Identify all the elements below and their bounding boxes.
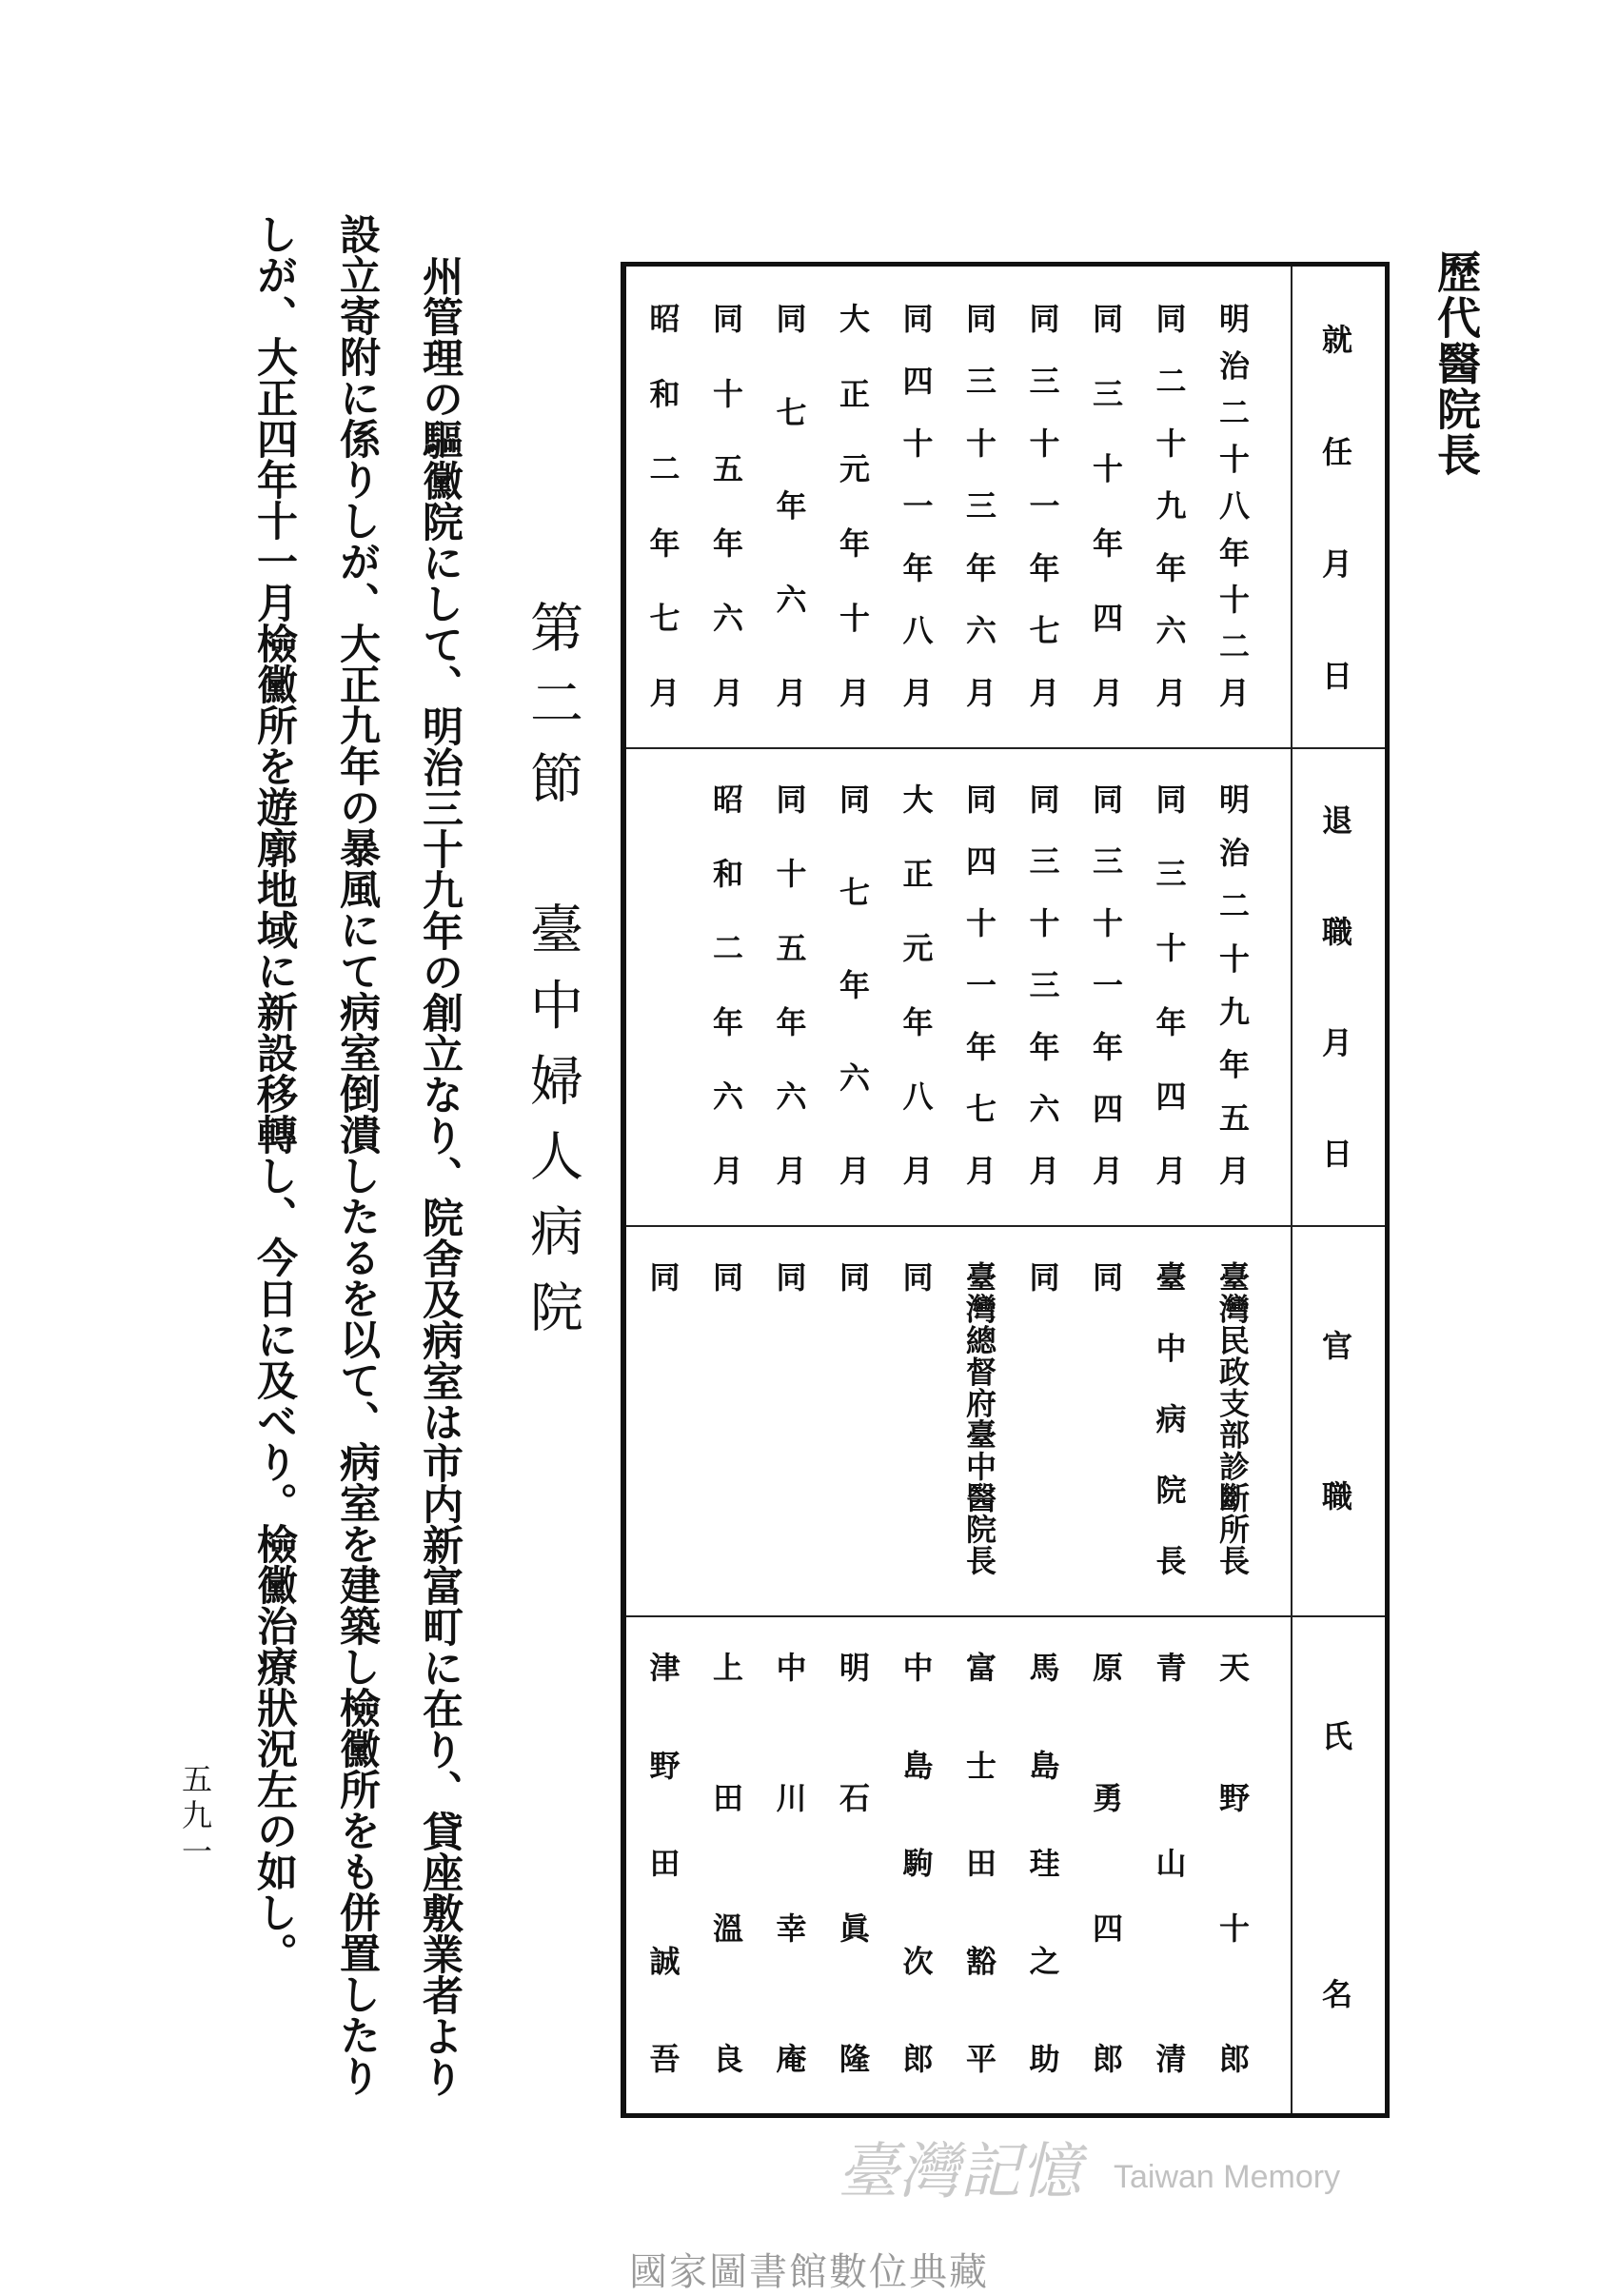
cell-post: 同 bbox=[1088, 1261, 1124, 1292]
cell-appointed: 昭和二年七月 bbox=[644, 303, 681, 707]
cell-appointed: 同十五年六月 bbox=[708, 303, 744, 707]
cell-appointed: 同七年六月 bbox=[771, 303, 808, 707]
header-post: 官職 bbox=[1317, 1330, 1353, 1511]
paragraph-line-2: 設立寄附に係りしが、大正九年の暴風にて病室倒潰したるを以て、病室を建築し檢黴所をも併置したり bbox=[333, 213, 381, 2096]
cell-retired: 同七年六月 bbox=[835, 783, 871, 1185]
watermark-english: Taiwan Memory bbox=[1114, 2159, 1341, 2195]
header-appointed: 就任月日 bbox=[1317, 324, 1353, 690]
cell-retired bbox=[647, 783, 685, 1185]
cell-retired: 昭和二年六月 bbox=[708, 783, 744, 1185]
cell-name: 馬島珪之助 bbox=[1024, 1652, 1061, 2073]
cell-retired: 同十五年六月 bbox=[771, 783, 808, 1185]
cell-name: 青山清 bbox=[1151, 1652, 1188, 2073]
cell-post: 臺灣總督府臺中醫院長 bbox=[961, 1261, 997, 1575]
cell-name: 津野田誠吾 bbox=[644, 1652, 681, 2073]
cell-retired: 同三十三年六月 bbox=[1024, 783, 1061, 1185]
section-heading: 第二節 臺中婦人病院 bbox=[522, 600, 583, 1333]
cell-retired: 同三十年四月 bbox=[1151, 783, 1188, 1185]
header-name: 氏名 bbox=[1317, 1720, 1353, 2009]
paragraph-line-1: 州管理の驅黴院にして、明治三十九年の創立なり、院舍及病室は市内新富町に在り、貸座敷業者より bbox=[416, 255, 464, 2097]
cell-appointed: 同三十三年六月 bbox=[961, 303, 997, 707]
cell-post: 同 bbox=[1024, 1261, 1061, 1292]
cell-name: 富士田豁平 bbox=[961, 1652, 997, 2073]
cell-name: 明石眞隆 bbox=[835, 1652, 871, 2073]
cell-post: 同 bbox=[898, 1261, 935, 1292]
cell-name: 中島駒次郎 bbox=[898, 1652, 935, 2073]
header-divider bbox=[1291, 267, 1292, 2113]
cell-appointed: 同四十一年八月 bbox=[898, 303, 935, 707]
cell-name: 中川幸庵 bbox=[771, 1652, 808, 2073]
row-divider bbox=[626, 1615, 1385, 1617]
cell-appointed: 大正元年十月 bbox=[835, 303, 871, 707]
cell-retired: 大正元年八月 bbox=[898, 783, 935, 1185]
hospital-directors-table bbox=[621, 262, 1390, 2118]
cell-name: 原勇四郎 bbox=[1088, 1652, 1124, 2073]
cell-appointed: 同三十一年七月 bbox=[1024, 303, 1061, 707]
table-title: 歷代醫院長 bbox=[1431, 249, 1482, 478]
cell-retired: 同三十一年四月 bbox=[1088, 783, 1124, 1185]
cell-post: 同 bbox=[835, 1261, 871, 1292]
cell-post: 同 bbox=[771, 1261, 808, 1292]
row-divider bbox=[626, 747, 1385, 749]
cell-appointed: 同三十年四月 bbox=[1088, 303, 1124, 707]
cell-post: 臺灣民政支部診斷所長 bbox=[1214, 1261, 1251, 1575]
cell-retired: 明治二十九年五月 bbox=[1214, 783, 1251, 1185]
footer-credit: 國家圖書館數位典藏 bbox=[629, 2250, 989, 2294]
cell-post: 同 bbox=[644, 1261, 681, 1292]
cell-appointed: 同二十九年六月 bbox=[1151, 303, 1188, 707]
cell-name: 天野十郎 bbox=[1214, 1652, 1251, 2073]
cell-post: 同 bbox=[708, 1261, 744, 1292]
watermark-logo bbox=[838, 2132, 1371, 2227]
row-divider bbox=[626, 1225, 1385, 1227]
paragraph-line-3: しが、大正四年十一月檢黴所を遊廓地域に新設移轉し、今日に及べり。檢黴治療狀況左の如し。 bbox=[250, 213, 298, 1973]
page-number: 五九一 bbox=[177, 1763, 213, 1871]
cell-name: 上田溫良 bbox=[708, 1652, 744, 2073]
watermark-chinese: 臺灣記憶 bbox=[838, 2137, 1081, 2207]
cell-appointed: 明治二十八年十二月 bbox=[1214, 303, 1251, 707]
cell-post: 臺中病院長 bbox=[1151, 1261, 1188, 1575]
header-retired: 退職月日 bbox=[1317, 804, 1353, 1168]
cell-retired: 同四十一年七月 bbox=[961, 783, 997, 1185]
